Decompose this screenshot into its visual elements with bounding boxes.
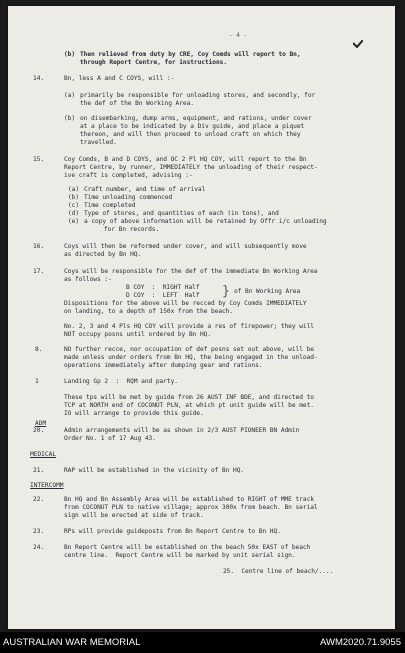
para-17-b-coy: B COY : RIGHT Half: [126, 284, 200, 291]
para-15-item-text: Type of stores, and quantities of each (in tons), and: [84, 210, 279, 217]
para-13b-line: Then relieved from duty by CRE, Coy Comds will report to Bn,: [80, 51, 301, 58]
para-21-line: RAP will be established in the vicinity of Bn HQ.: [64, 467, 245, 474]
para-17-number: 17.: [33, 268, 45, 275]
para-17-fire-line: NOT occupy posns until ordered by Bn HQ.: [64, 331, 212, 338]
para-17-line: Coys will be responsible for the def of the immediate Bn Working Area: [64, 268, 318, 275]
para-14b-line: thereon, and will then proceed to unload craft on which they: [80, 131, 301, 138]
para-22-line: Bn HQ and Bn Assembly Area will be established to RIGHT of MME track: [64, 496, 314, 503]
para-20-line: Admin arrangements will be as shown in 2/3 AUST PIONEER BN Admin: [64, 427, 300, 434]
para-14a-line: primarily be responsible for unloading stores, and secondly, for: [80, 92, 316, 99]
section-heading-adm: ADM: [35, 420, 47, 427]
para-14-number: 14.: [33, 75, 45, 82]
para-17-fire-line: No. 2, 3 and 4 Pls HQ COY will provide a res of firepower; they will: [64, 323, 314, 330]
para-22-line: sign will be erected at side of track.: [64, 512, 204, 519]
para-19-heading: Landing Gp 2 : RQM and party.: [64, 378, 178, 385]
para-14b-line: on disembarking, dump arms, equipment, and rations, under cover: [80, 115, 312, 122]
para-14a-label: (a): [64, 92, 76, 99]
page-number: - 4 -: [229, 32, 248, 39]
para-15-line: Coy Comds, B and D COYS, and OC 2 Pl HQ COY, will report to the Bn: [64, 156, 307, 163]
para-14b-line: at a place to be indicated by a Div guide, and place a piquet: [80, 123, 305, 130]
archive-footer: [0, 632, 405, 653]
para-17-line: Dispositions for the above will be recced by Coy Comds IMMEDIATELY: [64, 300, 307, 307]
document-page: [8, 6, 395, 629]
para-15-item-text: Time unloading commenced: [84, 194, 173, 201]
para-17-area: of Bn Working Area: [234, 288, 301, 295]
para-16-line: Coys will then be reformed under cover, and will subsequently move: [64, 243, 307, 250]
para-19-line: TCP at NORTH end of COCONUT PLN, at which pt unit guide will be met.: [64, 402, 314, 409]
catchword: 25. Centre line of beach/....: [223, 568, 334, 575]
para-15-item-text: Craft number, and time of arrival: [84, 186, 206, 193]
para-15-continuation: for Bn records.: [104, 226, 160, 233]
footer-accession-number: AWM2020.71.9055: [320, 637, 401, 648]
para-21-number: 21.: [33, 467, 45, 474]
para-16-line: as directed by Bn HQ.: [64, 251, 142, 258]
para-15-item-text: Time completed: [84, 202, 136, 209]
footer-institution: AUSTRALIAN WAR MEMORIAL: [3, 637, 141, 648]
para-14b-label: (b): [64, 115, 76, 122]
para-17-line: as follows :-: [64, 276, 112, 283]
para-14b-line: travelled.: [80, 139, 117, 146]
para-18-line: NO further recce, nor occupation of def posns set out above, will be: [64, 346, 314, 353]
para-19-line: These tps will be met by guide from 26 AUST INF BDE, and directed to: [64, 394, 314, 401]
para-20-number: 20.: [33, 427, 45, 434]
para-20-line: Order No. 1 of 17 Aug 43.: [64, 435, 156, 442]
para-24-line: centre line. Report Centre will be marked by unit serial sign.: [64, 552, 296, 559]
para-22-line: from COCONUT PLN to native village; approx 300x from beach. Bn serial: [64, 504, 318, 511]
para-22-number: 22.: [33, 496, 45, 503]
para-18-line: operations immediately after dumping gear and rations.: [64, 362, 263, 369]
para-15-item-label: (e): [68, 218, 80, 225]
para-13b-line: through Report Centre, for instructions.: [80, 59, 228, 66]
para-15-line: ive craft is completed, advising :-: [64, 172, 193, 179]
para-15-item-label: (c): [68, 202, 80, 209]
para-19-line: IO will arrange to provide this guide.: [64, 410, 204, 417]
section-heading-medical: MEDICAL: [30, 451, 57, 458]
para-15-item-text: a copy of above information will be retained by Offr i/c unloading: [84, 218, 327, 225]
para-23-line: RPs will provide guideposts from Bn Report Centre to Bn HQ.: [64, 528, 281, 535]
para-24-line: Bn Report Centre will be established on the beach 50x EAST of beach: [64, 544, 311, 551]
brace-glyph: }: [222, 284, 230, 299]
para-24-number: 24.: [33, 544, 45, 551]
para-15-item-label: (b): [68, 194, 80, 201]
para-23-number: 23.: [33, 528, 45, 535]
para-15-item-label: (d): [68, 210, 80, 217]
para-14-heading: Bn, less A and C COYS, will :-: [64, 75, 175, 82]
para-17-d-coy: D COY : LEFT Half: [126, 292, 200, 299]
para-18-line: made unless under orders from Bn HQ, the being engaged in the unload-: [64, 354, 318, 361]
tick-mark-icon: [353, 40, 363, 48]
section-heading-intercomm: INTERCOMM: [30, 482, 64, 489]
para-13b-label: (b): [64, 51, 76, 58]
para-14a-line: the def of the Bn Working Area.: [80, 100, 194, 107]
para-15-item-label: (a): [68, 186, 80, 193]
para-18-number: 8.: [35, 346, 43, 353]
para-17-line: on landing, to a depth of 150x from the beach.: [64, 308, 234, 315]
para-15-number: 15.: [33, 156, 45, 163]
para-15-line: Report Centre, by runner, IMMEDIATELY the unloading of their respect-: [64, 164, 318, 171]
para-16-number: 16.: [33, 243, 45, 250]
para-19-number: 1: [35, 378, 39, 385]
